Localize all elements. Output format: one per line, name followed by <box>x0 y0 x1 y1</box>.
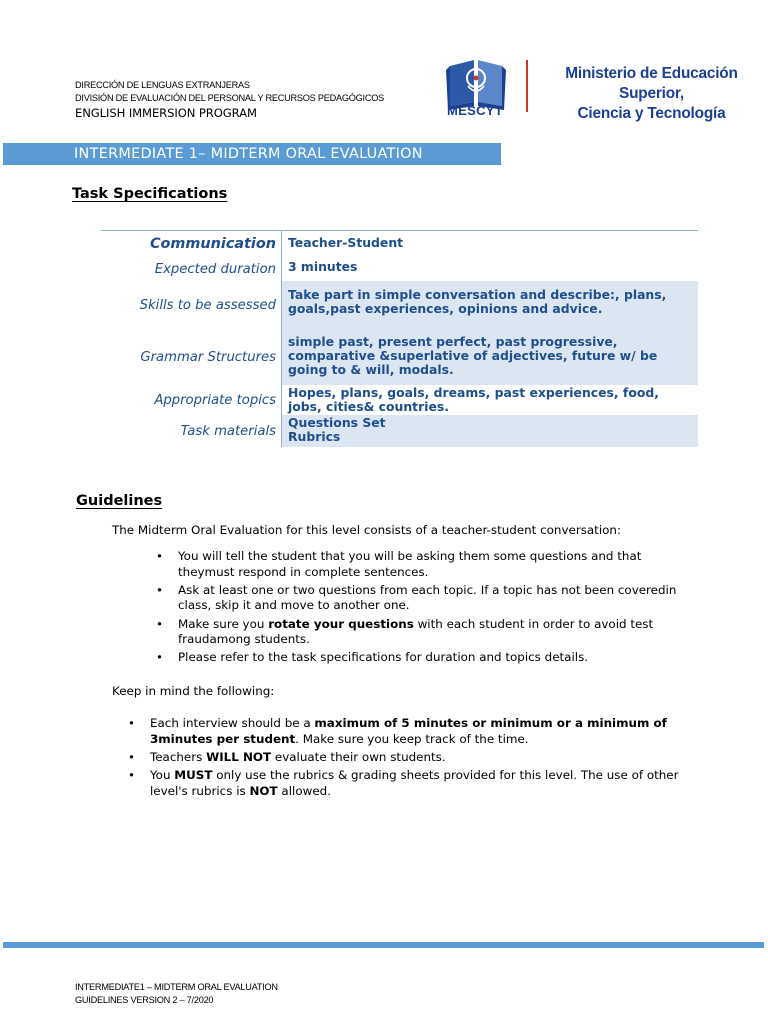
spec-value: Hopes, plans, goals, dreams, past experiences, food, jobs, cities& countries. <box>281 385 698 415</box>
emphasis-text: MUST <box>174 767 213 782</box>
spec-label: Grammar Structures <box>140 349 276 365</box>
mescyt-logo-text: MESCYT <box>447 103 503 118</box>
footer-line-1: INTERMEDIATE1 – MIDTERM ORAL EVALUATION <box>75 982 278 992</box>
list-item <box>178 617 678 648</box>
spec-label: Appropriate topics <box>154 392 276 408</box>
emphasis-text: WILL NOT <box>206 749 272 764</box>
program-name: ENGLISH IMMERSION PROGRAM <box>75 106 257 120</box>
list-item-text: Make sure you <box>178 616 269 631</box>
footer-text <box>75 981 278 1006</box>
list-item <box>150 750 690 766</box>
logo-divider <box>526 60 528 112</box>
guidelines-heading: Guidelines <box>76 493 163 509</box>
list-item-text: only use the rubrics & grading sheets provided for this level. The use of other level's rubrics is <box>150 767 679 798</box>
footer-line-2: GUIDELINES VERSION 2 – 7/2020 <box>75 994 214 1005</box>
spec-row <box>101 281 698 329</box>
list-item <box>178 549 678 580</box>
list-item-text: Each interview should be a <box>150 716 315 730</box>
spec-label: Communication <box>149 236 276 252</box>
list-item-text: evaluate their own students. <box>271 749 446 764</box>
list-item-text: You will tell the student that you will be asking them some questions and that theymust respond in complete sentences. <box>178 549 642 579</box>
spec-value: Take part in simple conversation and describe:, plans, goals,past experiences, opinions and advice. <box>281 281 698 329</box>
header-text-block <box>75 79 384 120</box>
spec-row <box>101 329 698 385</box>
spec-value: simple past, present perfect, past progressive, comparative &superlative of adjectives, future w/ be going to & will, modals. <box>281 329 698 385</box>
spec-row <box>101 385 698 415</box>
list-item <box>178 650 678 666</box>
spec-row <box>101 415 698 447</box>
spec-label: Task materials <box>180 423 276 439</box>
list-item-text: . Make sure you keep track of the time. <box>295 731 529 746</box>
guidelines-list <box>178 549 678 669</box>
footer-divider <box>3 942 764 948</box>
header-line-2: DIVISIÓN DE EVALUACIÓN DEL PERSONAL Y RECURSOS PEDAGÓGICOS <box>75 92 385 103</box>
spec-value: 3 minutes <box>281 257 698 281</box>
spec-label: Skills to be assessed <box>139 297 276 313</box>
evaluation-title-banner: INTERMEDIATE 1– MIDTERM ORAL EVALUATION <box>3 143 501 165</box>
list-item-text: with each student in order to avoid test fraudamong students. <box>178 616 654 647</box>
ministry-line-1: Ministerio de Educación Superior, <box>565 65 738 102</box>
list-item-text: Ask at least one or two questions from each topic. If a topic has not been coveredin class, skip it and move to another one. <box>178 582 677 613</box>
list-item <box>150 716 690 747</box>
list-item-text: You <box>150 767 175 782</box>
ministry-line-2: Ciencia y Tecnología <box>577 105 726 122</box>
task-specifications-heading: Task Specifications <box>72 186 228 202</box>
spec-label: Expected duration <box>154 261 276 277</box>
list-item-text: Please refer to the task specifications for duration and topics details. <box>178 650 589 665</box>
ministry-name <box>539 64 764 124</box>
list-item-text: Teachers <box>150 749 207 764</box>
spec-row <box>101 231 698 257</box>
keep-in-mind-text: Keep in mind the following: <box>112 684 275 698</box>
list-item-text: allowed. <box>277 783 331 798</box>
spec-value: Teacher-Student <box>281 231 698 257</box>
header-line-1: DIRECCIÓN DE LENGUAS EXTRANJERAS <box>75 80 250 90</box>
emphasis-text: maximum of 5 minutes or minimum or a minimum of 3minutes per student <box>150 716 667 746</box>
task-specifications-table <box>101 230 698 447</box>
emphasis-text: NOT <box>249 783 278 798</box>
keep-in-mind-list <box>150 716 690 802</box>
spec-row <box>101 257 698 281</box>
spec-value: Questions Set Rubrics <box>281 415 698 447</box>
emphasis-text: rotate your questions <box>268 616 414 631</box>
guidelines-intro: The Midterm Oral Evaluation for this level consists of a teacher-student conversation: <box>112 523 621 537</box>
list-item <box>150 768 690 799</box>
list-item <box>178 583 678 614</box>
